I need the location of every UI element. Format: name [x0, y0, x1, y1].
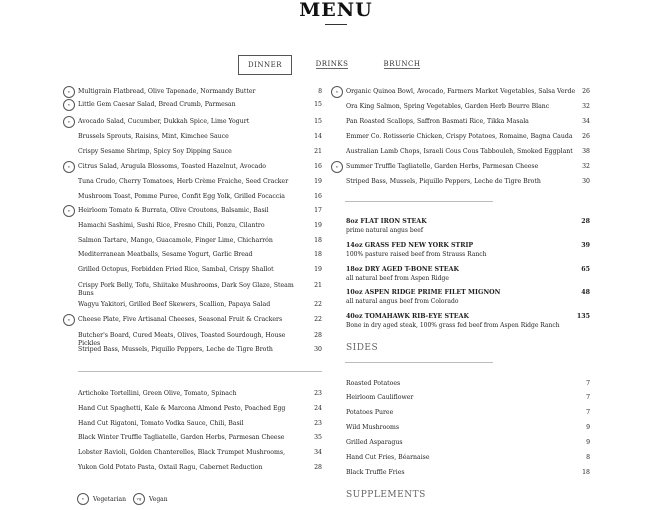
tab-brunch[interactable] — [380, 55, 424, 73]
tab-dinner[interactable] — [238, 55, 292, 75]
menu-item-name: Heirloom Tomato & Burrata, Olive Croutons, Balsamic, Basil — [78, 207, 269, 214]
steak-price: 65 — [581, 266, 590, 273]
menu-item-name: Pan Roasted Scallops, Saffron Basmati Rice, Tikka Masala — [346, 118, 529, 125]
menu-item-price: 28 — [314, 464, 322, 471]
steak-price: 28 — [581, 218, 590, 225]
menu-item-price: 18 — [582, 469, 590, 476]
menu-item-price: 16 — [314, 163, 322, 170]
title-underline — [325, 24, 347, 25]
supplements-heading: SUPPLEMENTS — [346, 490, 426, 500]
menu-item-name: Emmer Co. Rotisserie Chicken, Crispy Potatoes, Romaine, Bagna Cauda — [346, 133, 573, 140]
menu-item-price: 38 — [582, 148, 590, 155]
menu-item-price: 16 — [314, 193, 322, 200]
menu-item-name: Mushroom Toast, Pomme Puree, Confit Egg Yolk, Grilled Focaccia — [78, 193, 285, 200]
menu-item-name: Crispy Pork Belly, Tofu, Shiitake Mushrooms, Dark Soy Glaze, Steam Buns — [78, 282, 294, 297]
menu-item-name: Hand Cut Spaghetti, Kale & Marcona Almond Pesto, Poached Egg — [78, 405, 286, 412]
menu-item-name: Wagyu Yakitori, Grilled Beef Skewers, Scallion, Papaya Salad — [78, 301, 271, 308]
menu-item-name: Wild Mushrooms — [346, 424, 400, 431]
menu-item-name: Hamachi Sashimi, Sushi Rice, Fresno Chili, Ponzu, Cilantro — [78, 222, 265, 229]
menu-item-price: 34 — [314, 449, 322, 456]
menu-item-price: 19 — [314, 222, 322, 229]
steak-description: 100% pasture raised beef from Strauss Ranch — [346, 251, 487, 258]
menu-item-price: 21 — [314, 282, 322, 289]
menu-item-name: Butcher's Board, Cured Meats, Olives, Toasted Sourdough, House Pickles — [78, 332, 286, 347]
menu-item-price: 7 — [586, 380, 590, 387]
legend-vegetarian — [77, 493, 126, 505]
menu-item-price: 28 — [314, 332, 322, 339]
menu-item-name: Ora King Salmon, Spring Vegetables, Garden Herb Beurre Blanc — [346, 103, 550, 110]
tab-brunch-label: BRUNCH — [383, 59, 421, 68]
menu-item-name: Yukon Gold Potato Pasta, Oxtail Ragu, Cabernet Reduction — [78, 464, 263, 471]
steak-name: 10oz ASPEN RIDGE PRIME FILET MIGNON — [346, 289, 501, 296]
vegetarian-badge-icon: v — [331, 86, 343, 98]
vegetarian-badge-icon: v — [63, 116, 75, 128]
steak-price: 135 — [576, 313, 590, 320]
menu-item-price: 19 — [314, 266, 322, 273]
menu-item-price: 30 — [314, 346, 322, 353]
menu-item-name: Artichoke Tortellini, Green Olive, Tomato, Spinach — [78, 390, 237, 397]
menu-item-name: Cheese Plate, Five Artisanal Cheeses, Seasonal Fruit & Crackers — [78, 316, 283, 323]
menu-item-name: Salmon Tartare, Mango, Guacamole, Finger Lime, Chicharrón — [78, 237, 273, 244]
menu-item-price: 15 — [314, 118, 322, 125]
steak-description: all natural angus beef from Colorado — [346, 298, 459, 305]
menu-item-price: 32 — [582, 163, 590, 170]
vegetarian-badge-icon: v — [331, 161, 343, 173]
menu-item-price: 8 — [318, 88, 322, 95]
steak-name: 8oz FLAT IRON STEAK — [346, 218, 427, 225]
menu-item-price: 7 — [586, 409, 590, 416]
steak-name: 14oz GRASS FED NEW YORK STRIP — [346, 242, 474, 249]
sides-heading: SIDES — [346, 343, 379, 353]
vegetarian-badge-icon: v — [63, 205, 75, 217]
tab-dinner-label: DINNER — [247, 61, 282, 69]
page-title: MENU — [299, 0, 373, 21]
steak-description: prime natural angus beef — [346, 227, 424, 234]
vegetarian-badge-icon: v — [63, 161, 75, 173]
menu-item-name: Grilled Asparagus — [346, 439, 403, 446]
menu-item-price: 26 — [582, 133, 590, 140]
tab-drinks[interactable] — [312, 55, 352, 73]
menu-item-price: 18 — [314, 237, 322, 244]
steak-description: all natural beef from Aspen Ridge — [346, 275, 449, 282]
vegetarian-badge-icon: v — [63, 86, 75, 98]
menu-item-name: Organic Quinoa Bowl, Avocado, Farmers Market Vegetables, Salsa Verde — [346, 88, 576, 95]
menu-item-name: Potatoes Puree — [346, 409, 394, 416]
steak-price: 39 — [581, 242, 590, 249]
sides-divider — [345, 362, 493, 363]
menu-item-name: Roasted Potatoes — [346, 380, 401, 387]
menu-item-name: Hand Cut Rigatoni, Tomato Vodka Sauce, Chili, Basil — [78, 420, 244, 427]
menu-item-name: Citrus Salad, Arugula Blossoms, Toasted Hazelnut, Avocado — [78, 163, 267, 170]
menu-item-name: Australian Lamb Chops, Israeli Cous Cous Tabbouleh, Smoked Eggplant — [346, 148, 573, 155]
steak-name: 18oz DRY AGED T-BONE STEAK — [346, 266, 459, 273]
steak-description: Bone in dry aged steak, 100% grass fed beef from Aspen Ridge Ranch — [346, 322, 560, 329]
tab-drinks-label: DRINKS — [315, 59, 349, 68]
legend-vegan — [133, 493, 168, 505]
steak-name: 40oz TOMAHAWK RIB-EYE STEAK — [346, 313, 469, 320]
menu-item-name: Striped Bass, Mussels, Piquillo Peppers, Leche de Tigre Broth — [78, 346, 273, 353]
vegetarian-label: Vegetarian — [93, 495, 126, 503]
menu-item-price: 23 — [314, 390, 322, 397]
menu-item-price: 23 — [314, 420, 322, 427]
menu-item-name: Summer Truffle Tagliatelle, Garden Herbs, Parmesan Cheese — [346, 163, 539, 170]
vegan-badge-icon: vg — [133, 493, 145, 505]
menu-item-price: 22 — [314, 301, 322, 308]
menu-item-name: Multigrain Flatbread, Olive Tapenade, Normandy Butter — [78, 88, 256, 95]
menu-item-price: 14 — [314, 133, 322, 140]
menu-item-price: 35 — [314, 434, 322, 441]
menu-item-name: Brussels Sprouts, Raisins, Mint, Kimchee Sauce — [78, 133, 229, 140]
vegetarian-badge-icon: v — [63, 99, 75, 111]
menu-item-name: Little Gem Caesar Salad, Bread Crumb, Parmesan — [78, 101, 236, 108]
menu-item-price: 34 — [582, 118, 590, 125]
menu-item-price: 15 — [314, 101, 322, 108]
menu-item-price: 18 — [314, 251, 322, 258]
menu-item-name: Heirloom Cauliflower — [346, 394, 414, 401]
menu-item-name: Black Winter Truffle Tagliatelle, Garden Herbs, Parmesan Cheese — [78, 434, 285, 441]
menu-item-name: Crispy Sesame Shrimp, Spicy Soy Dipping Sauce — [78, 148, 232, 155]
menu-item-price: 21 — [314, 148, 322, 155]
menu-item-price: 19 — [314, 178, 322, 185]
menu-item-name: Mediterranean Meatballs, Sesame Yogurt, Garlic Bread — [78, 251, 253, 258]
steak-price: 48 — [581, 289, 590, 296]
menu-item-name: Lobster Ravioli, Golden Chanterelles, Black Trumpet Mushrooms, — [78, 449, 286, 456]
steak-divider — [345, 201, 493, 202]
menu-item-name: Hand Cut Fries, Béarnaise — [346, 454, 430, 461]
menu-item-name: Tuna Crudo, Cherry Tomatoes, Herb Crème Fraiche, Seed Cracker — [78, 178, 289, 185]
menu-item-price: 22 — [314, 316, 322, 323]
menu-item-price: 8 — [586, 454, 590, 461]
menu-item-price: 9 — [586, 424, 590, 431]
vegetarian-badge-icon: v — [63, 314, 75, 326]
vegetarian-badge-icon: v — [77, 493, 89, 505]
menu-item-price: 32 — [582, 103, 590, 110]
menu-item-price: 7 — [586, 394, 590, 401]
menu-item-price: 30 — [582, 178, 590, 185]
menu-item-price: 24 — [314, 405, 322, 412]
vegan-label: Vegan — [149, 495, 168, 503]
menu-item-price: 17 — [314, 207, 322, 214]
menu-item-name: Striped Bass, Mussels, Piquillo Peppers, Leche de Tigre Broth — [346, 178, 541, 185]
menu-item-name: Grilled Octopus, Forbidden Fried Rice, Sambal, Crispy Shallot — [78, 266, 274, 273]
menu-item-price: 9 — [586, 439, 590, 446]
menu-item-name: Avocado Salad, Cucumber, Dukkah Spice, Lime Yogurt — [78, 118, 250, 125]
menu-item-name: Black Truffle Fries — [346, 469, 405, 476]
pasta-divider — [78, 371, 322, 372]
menu-item-price: 26 — [582, 88, 590, 95]
